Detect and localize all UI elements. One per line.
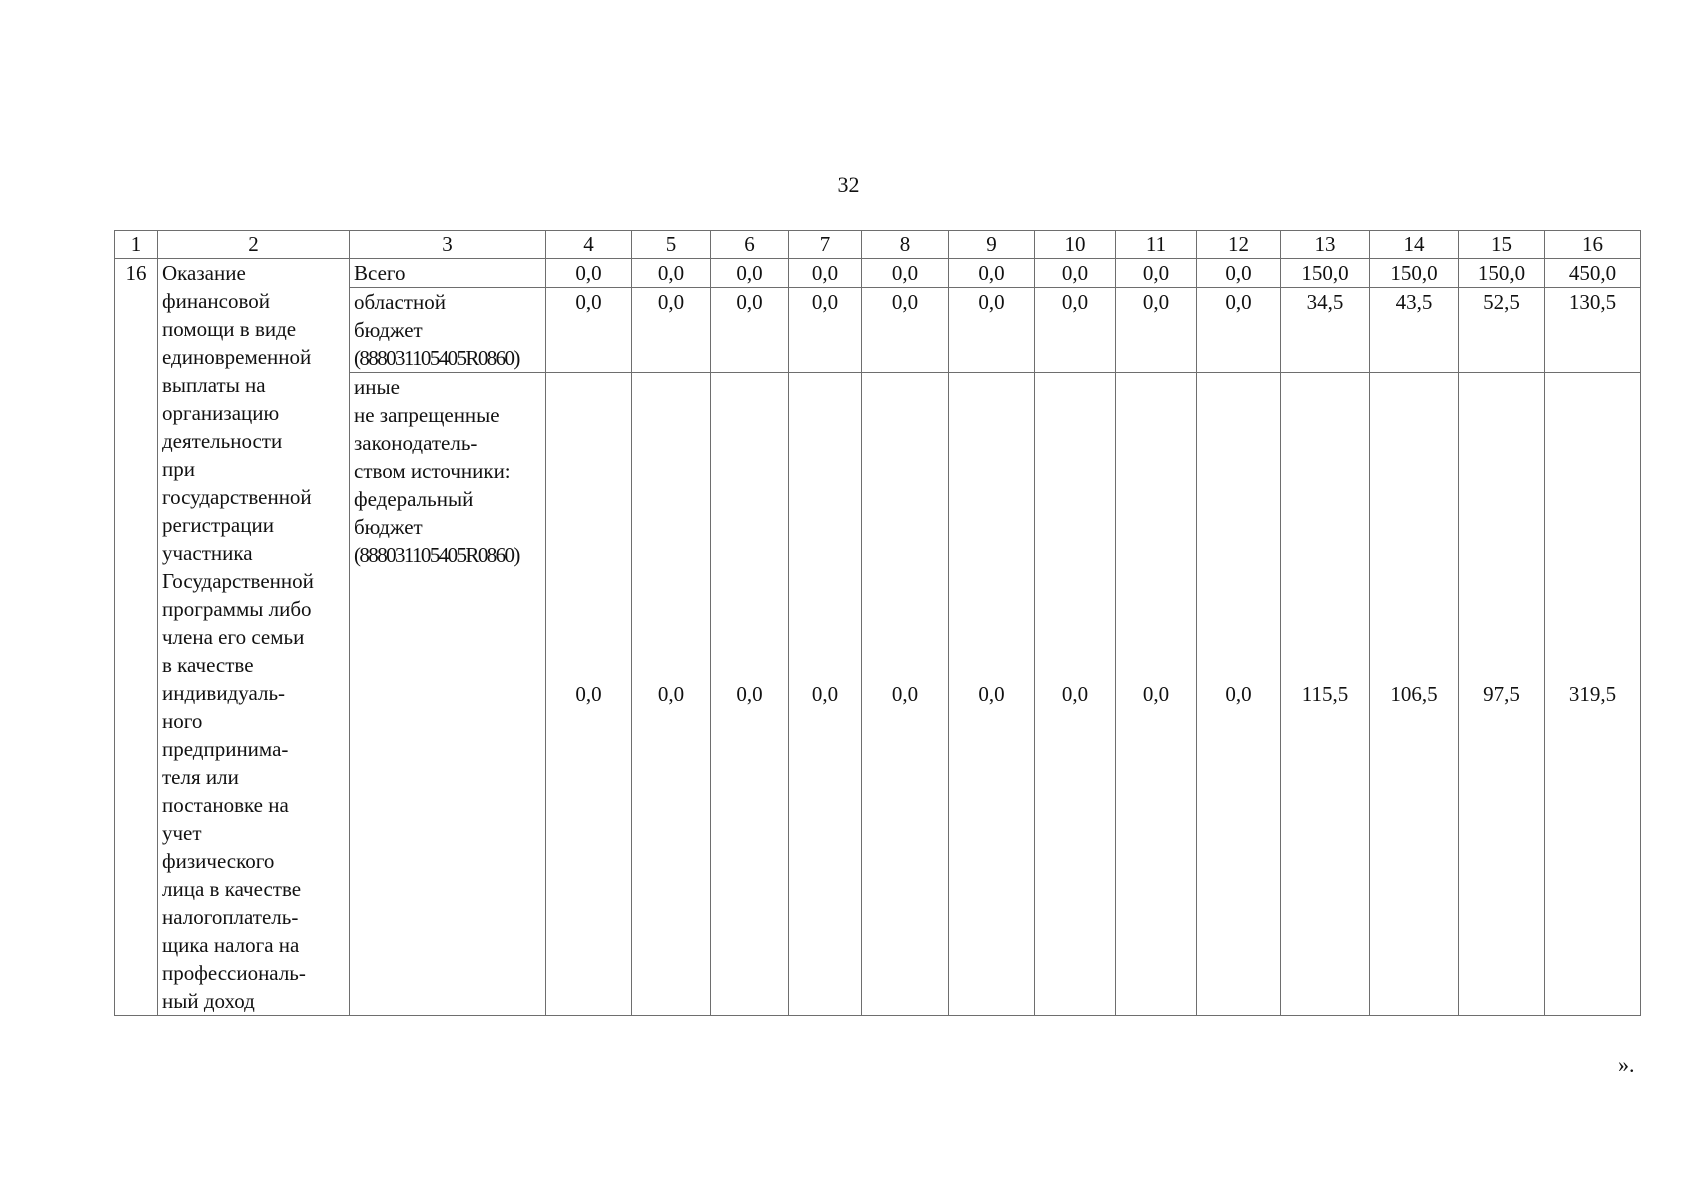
value-cell: 0,0 xyxy=(546,259,632,288)
value-cell: 0,0 xyxy=(1116,373,1197,1016)
value-cell: 52,5 xyxy=(1459,288,1545,373)
budget-table xyxy=(114,230,1641,1016)
header-cell: 7 xyxy=(789,231,862,259)
value-cell: 34,5 xyxy=(1281,288,1370,373)
value-cell: 0,0 xyxy=(1197,288,1281,373)
row-number-cell: 16 xyxy=(115,259,158,1016)
funding-source-cell xyxy=(350,373,546,1016)
value-cell: 450,0 xyxy=(1545,259,1641,288)
value-cell: 0,0 xyxy=(949,373,1035,1016)
closing-quote-mark: ». xyxy=(1618,1052,1635,1077)
page-number: 32 xyxy=(837,172,860,197)
value-cell: 0,0 xyxy=(789,373,862,1016)
measure-description-cell: Оказание финансовой помощи в виде единовременной выплаты на организацию деятельности при государственной регистрации участника Государственной программы либо члена его семьи в качестве индивидуаль- ного предпринима- теля или постановке на учет физического лица в качестве налогоплатель- щика налога на профессиональ- ный доход xyxy=(158,259,350,1016)
value-cell: 319,5 xyxy=(1545,373,1641,1016)
funding-source-label: иные не запрещенные законодатель- ством источники: федеральный бюджет xyxy=(354,375,511,540)
value-cell: 0,0 xyxy=(1197,373,1281,1016)
funding-source-label: областной бюджет xyxy=(354,290,446,343)
value-cell: 0,0 xyxy=(949,259,1035,288)
value-cell: 0,0 xyxy=(1116,259,1197,288)
value-cell: 0,0 xyxy=(711,259,789,288)
table-row-total xyxy=(115,259,1641,288)
value-cell: 0,0 xyxy=(862,259,949,288)
value-cell: 150,0 xyxy=(1281,259,1370,288)
value-cell: 115,5 xyxy=(1281,373,1370,1016)
value-cell: 0,0 xyxy=(949,288,1035,373)
value-cell: 0,0 xyxy=(862,288,949,373)
value-cell: 97,5 xyxy=(1459,373,1545,1016)
value-cell: 0,0 xyxy=(1197,259,1281,288)
value-cell: 150,0 xyxy=(1459,259,1545,288)
budget-classification-code: (888031105405R0860) xyxy=(354,543,519,568)
column-number-row xyxy=(115,231,1641,259)
header-cell: 12 xyxy=(1197,231,1281,259)
value-cell: 0,0 xyxy=(1035,373,1116,1016)
value-cell: 0,0 xyxy=(789,288,862,373)
value-cell: 0,0 xyxy=(789,259,862,288)
value-cell: 0,0 xyxy=(632,373,711,1016)
header-cell: 2 xyxy=(158,231,350,259)
header-cell: 4 xyxy=(546,231,632,259)
budget-classification-code: (888031105405R0860) xyxy=(354,346,519,371)
header-cell: 3 xyxy=(350,231,546,259)
value-cell: 0,0 xyxy=(546,288,632,373)
header-cell: 11 xyxy=(1116,231,1197,259)
value-cell: 106,5 xyxy=(1370,373,1459,1016)
value-cell: 0,0 xyxy=(1035,259,1116,288)
value-cell: 150,0 xyxy=(1370,259,1459,288)
header-cell: 9 xyxy=(949,231,1035,259)
value-cell: 0,0 xyxy=(862,373,949,1016)
header-cell: 5 xyxy=(632,231,711,259)
value-cell: 0,0 xyxy=(632,288,711,373)
funding-source-cell: Всего xyxy=(350,259,546,288)
value-cell: 130,5 xyxy=(1545,288,1641,373)
value-cell: 0,0 xyxy=(711,288,789,373)
header-cell: 15 xyxy=(1459,231,1545,259)
header-cell: 16 xyxy=(1545,231,1641,259)
funding-source-cell xyxy=(350,288,546,373)
header-cell: 1 xyxy=(115,231,158,259)
header-cell: 6 xyxy=(711,231,789,259)
value-cell: 0,0 xyxy=(632,259,711,288)
value-cell: 0,0 xyxy=(546,373,632,1016)
value-cell: 43,5 xyxy=(1370,288,1459,373)
header-cell: 13 xyxy=(1281,231,1370,259)
header-cell: 10 xyxy=(1035,231,1116,259)
value-cell: 0,0 xyxy=(1035,288,1116,373)
header-cell: 14 xyxy=(1370,231,1459,259)
value-cell: 0,0 xyxy=(711,373,789,1016)
value-cell: 0,0 xyxy=(1116,288,1197,373)
header-cell: 8 xyxy=(862,231,949,259)
